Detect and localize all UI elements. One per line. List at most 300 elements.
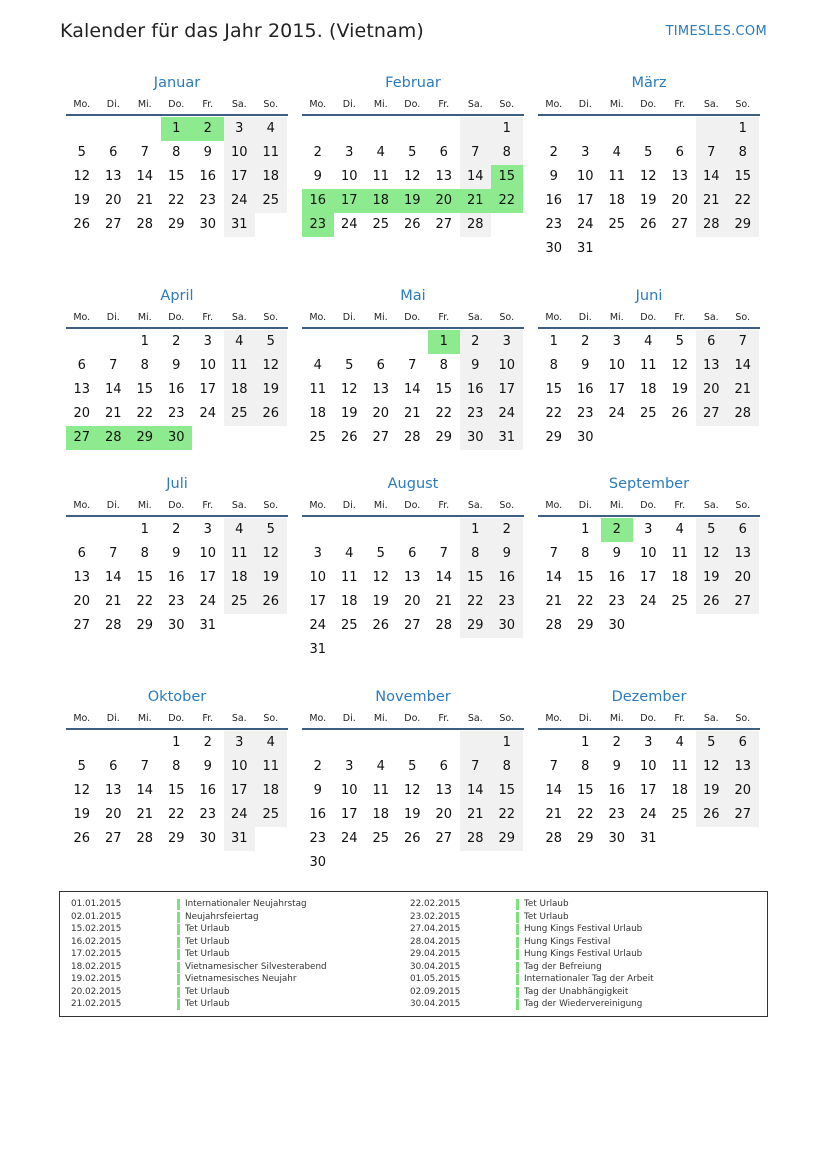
day-cell: 16 (608, 783, 626, 798)
day-cell: 6 (109, 145, 118, 160)
day-cell: 4 (675, 522, 684, 537)
day-cell: 25 (255, 803, 287, 827)
holiday-date: 29.04.2015 (410, 949, 461, 959)
weekday-label: Di. (106, 713, 120, 724)
day-cell: 4 (612, 145, 621, 160)
day-cell: 19 (340, 406, 358, 421)
day-cell: 3 (581, 145, 590, 160)
day-cell: 23 (460, 402, 492, 426)
day-cell: 24 (491, 402, 523, 426)
day-cell: 7 (140, 759, 149, 774)
day-cell: 24 (340, 217, 358, 232)
day-cell: 21 (403, 406, 421, 421)
day-cell: 2 (172, 522, 181, 537)
day-cell: 26 (255, 590, 287, 614)
day-cell: 26 (73, 831, 91, 846)
day-cell: 30 (608, 831, 626, 846)
holiday-marker (177, 987, 180, 998)
day-cell: 15 (491, 779, 523, 803)
holiday-name: Vietnamesischer Silvesterabend (185, 961, 327, 972)
day-grid (538, 731, 760, 851)
empty-cell (334, 638, 366, 662)
month-name: Oktober (147, 689, 207, 705)
day-cell: 4 (255, 117, 287, 141)
day-cell: 1 (549, 334, 558, 349)
holiday-marker (516, 924, 519, 935)
weekday-label: So. (735, 99, 751, 110)
day-cell: 23 (167, 406, 185, 421)
weekday-label: Mi. (609, 713, 624, 724)
day-cell: 13 (671, 169, 689, 184)
day-cell: 2 (460, 330, 492, 354)
weekday-label: Do. (404, 500, 421, 511)
empty-cell (601, 237, 633, 261)
day-cell: 22 (435, 406, 453, 421)
day-cell: 11 (224, 354, 256, 378)
empty-cell (664, 426, 696, 450)
day-cell: 31 (576, 241, 594, 256)
day-cell: 9 (313, 783, 322, 798)
day-grid (538, 117, 760, 261)
holiday-date: 27.04.2015 (410, 924, 461, 934)
month-7 (302, 473, 524, 662)
day-cell: 21 (136, 193, 154, 208)
day-cell: 15 (167, 169, 185, 184)
day-cell: 10 (340, 783, 358, 798)
empty-cell (397, 518, 429, 542)
day-cell: 29 (167, 831, 185, 846)
day-cell: 19 (73, 807, 91, 822)
day-cell: 16 (545, 193, 563, 208)
holiday-entry (60, 911, 327, 924)
empty-cell (428, 117, 460, 141)
day-cell: 14 (435, 570, 453, 585)
empty-cell (129, 117, 161, 141)
day-cell: 11 (372, 169, 390, 184)
empty-cell (538, 518, 570, 542)
holiday-entry (60, 923, 327, 936)
day-cell: 28 (136, 831, 154, 846)
weekday-label: Fr. (202, 99, 214, 110)
empty-cell (428, 851, 460, 875)
day-cell: 16 (608, 570, 626, 585)
weekday-label: Fr. (438, 713, 450, 724)
day-cell: 26 (255, 402, 287, 426)
empty-cell (334, 330, 366, 354)
day-cell: 23 (608, 594, 626, 609)
day-cell: 28 (104, 618, 122, 633)
day-cell: 8 (491, 141, 523, 165)
empty-cell (601, 426, 633, 450)
day-cell: 25 (671, 807, 689, 822)
day-cell: 7 (696, 141, 728, 165)
day-cell: 30 (576, 430, 594, 445)
holiday-date: 02.09.2015 (410, 986, 461, 997)
empty-cell (460, 731, 492, 755)
day-cell: 15 (545, 382, 563, 397)
holiday-date: 19.02.2015 (71, 974, 122, 984)
holiday-name: Hung Kings Festival Urlaub (524, 924, 643, 934)
day-cell: 12 (73, 169, 91, 184)
holiday-entry (399, 973, 654, 986)
day-cell: 18 (224, 566, 256, 590)
day-grid (66, 731, 288, 851)
day-cell: 3 (203, 522, 212, 537)
day-cell: 27 (73, 618, 91, 633)
weekday-label: Fr. (202, 713, 214, 724)
day-cell: 19 (255, 566, 287, 590)
day-cell: 28 (545, 618, 563, 633)
day-cell: 18 (255, 165, 287, 189)
empty-cell (365, 851, 397, 875)
day-cell: 11 (255, 755, 287, 779)
day-cell: 2 (601, 518, 633, 542)
day-cell: 26 (639, 217, 657, 232)
day-cell: 24 (309, 618, 327, 633)
weekday-label: Sa. (467, 500, 483, 511)
empty-cell (302, 731, 334, 755)
holiday-date: 28.04.2015 (410, 936, 461, 947)
day-cell: 24 (340, 831, 358, 846)
day-cell: 1 (491, 117, 523, 141)
day-cell: 13 (73, 382, 91, 397)
weekday-header (302, 708, 524, 730)
weekday-header (302, 94, 524, 116)
empty-cell (727, 237, 759, 261)
empty-cell (727, 426, 759, 450)
day-cell: 10 (309, 570, 327, 585)
day-cell: 22 (491, 189, 523, 213)
day-cell: 21 (460, 803, 492, 827)
day-cell: 4 (255, 731, 287, 755)
weekday-label: Mo. (73, 312, 91, 323)
day-cell: 29 (727, 213, 759, 237)
day-cell: 23 (309, 831, 327, 846)
day-cell: 13 (696, 354, 728, 378)
day-cell: 25 (671, 594, 689, 609)
day-cell: 5 (77, 145, 86, 160)
weekday-label: Sa. (231, 312, 247, 323)
empty-cell (255, 426, 287, 450)
weekday-label: Sa. (703, 312, 719, 323)
day-cell: 30 (309, 855, 327, 870)
day-cell: 27 (372, 430, 390, 445)
weekday-label: Mi. (609, 99, 624, 110)
day-cell: 17 (491, 378, 523, 402)
day-cell: 16 (576, 382, 594, 397)
empty-cell (365, 330, 397, 354)
day-cell: 21 (460, 189, 492, 213)
empty-cell (397, 638, 429, 662)
day-cell: 9 (203, 759, 212, 774)
day-cell: 6 (109, 759, 118, 774)
day-cell: 6 (376, 358, 385, 373)
day-cell: 3 (313, 546, 322, 561)
day-cell: 24 (224, 803, 256, 827)
day-cell: 21 (104, 406, 122, 421)
day-cell: 13 (104, 783, 122, 798)
day-cell: 29 (129, 426, 161, 450)
day-cell: 2 (581, 334, 590, 349)
holiday-column-left (60, 898, 327, 1011)
day-cell: 13 (727, 755, 759, 779)
day-cell: 11 (224, 542, 256, 566)
day-cell: 2 (192, 117, 224, 141)
weekday-label: Mo. (309, 312, 327, 323)
day-cell: 8 (140, 546, 149, 561)
holiday-marker (177, 899, 180, 910)
holiday-name: Tet Urlaub (185, 949, 230, 959)
day-cell: 24 (639, 807, 657, 822)
empty-cell (570, 117, 602, 141)
holiday-name: Tag der Befreiung (524, 961, 602, 972)
day-cell: 4 (376, 759, 385, 774)
month-0 (66, 72, 288, 237)
site-link[interactable]: TIMESLES.COM (665, 24, 767, 39)
weekday-label: Di. (106, 312, 120, 323)
holiday-marker (516, 949, 519, 960)
day-cell: 18 (224, 378, 256, 402)
empty-cell (365, 731, 397, 755)
day-cell: 4 (224, 518, 256, 542)
day-cell: 25 (639, 406, 657, 421)
day-cell: 31 (224, 827, 256, 851)
day-cell: 15 (576, 783, 594, 798)
day-cell: 9 (581, 358, 590, 373)
empty-cell (428, 518, 460, 542)
day-cell: 23 (167, 594, 185, 609)
day-cell: 20 (104, 193, 122, 208)
day-cell: 9 (491, 542, 523, 566)
holiday-date: 01.05.2015 (410, 974, 461, 984)
day-cell: 27 (727, 590, 759, 614)
day-cell: 26 (671, 406, 689, 421)
holiday-marker (516, 937, 519, 948)
day-cell: 18 (340, 594, 358, 609)
day-cell: 23 (302, 213, 334, 237)
day-cell: 26 (340, 430, 358, 445)
empty-cell (334, 117, 366, 141)
empty-cell (397, 851, 429, 875)
day-cell: 5 (675, 334, 684, 349)
month-9 (66, 686, 288, 851)
holiday-date: 02.01.2015 (71, 911, 122, 922)
day-cell: 4 (313, 358, 322, 373)
day-cell: 30 (545, 241, 563, 256)
day-cell: 8 (727, 141, 759, 165)
day-cell: 27 (671, 217, 689, 232)
day-grid (66, 330, 288, 450)
day-cell: 24 (199, 594, 217, 609)
day-cell: 24 (199, 406, 217, 421)
day-cell: 6 (439, 145, 448, 160)
holiday-marker (516, 974, 519, 985)
empty-cell (727, 614, 759, 638)
day-cell: 22 (576, 594, 594, 609)
day-cell: 3 (612, 334, 621, 349)
empty-cell (460, 638, 492, 662)
holiday-name: Tet Urlaub (524, 911, 569, 922)
day-cell: 7 (408, 358, 417, 373)
day-cell: 16 (302, 189, 334, 213)
day-cell: 17 (340, 807, 358, 822)
day-cell: 8 (140, 358, 149, 373)
empty-cell (302, 330, 334, 354)
weekday-label: Mi. (373, 99, 388, 110)
day-cell: 26 (372, 618, 390, 633)
day-cell: 22 (545, 406, 563, 421)
day-cell: 5 (345, 358, 354, 373)
day-cell: 13 (372, 382, 390, 397)
day-cell: 26 (696, 590, 728, 614)
empty-cell (224, 614, 256, 638)
empty-cell (664, 117, 696, 141)
empty-cell (633, 614, 665, 638)
day-cell: 12 (340, 382, 358, 397)
empty-cell (255, 213, 287, 237)
empty-cell (664, 237, 696, 261)
holiday-date: 18.02.2015 (71, 961, 122, 972)
day-cell: 7 (109, 546, 118, 561)
weekday-label: Sa. (231, 99, 247, 110)
day-cell: 25 (224, 590, 256, 614)
holiday-name: Tag der Wiedervereinigung (524, 999, 643, 1009)
day-cell: 27 (727, 803, 759, 827)
day-cell: 26 (403, 831, 421, 846)
day-cell: 31 (491, 426, 523, 450)
weekday-header (66, 94, 288, 116)
day-cell: 3 (644, 522, 653, 537)
month-4 (302, 285, 524, 450)
empty-cell (696, 614, 728, 638)
day-cell: 2 (491, 518, 523, 542)
day-cell: 19 (255, 378, 287, 402)
weekday-label: So. (735, 500, 751, 511)
weekday-header (66, 495, 288, 517)
day-cell: 13 (727, 542, 759, 566)
holiday-marker (516, 899, 519, 910)
weekday-header (538, 307, 760, 329)
day-cell: 1 (727, 117, 759, 141)
weekday-label: Do. (640, 713, 657, 724)
day-cell: 9 (203, 145, 212, 160)
month-8 (538, 473, 760, 638)
empty-cell (302, 518, 334, 542)
day-cell: 5 (376, 546, 385, 561)
day-cell: 30 (608, 618, 626, 633)
day-cell: 27 (696, 402, 728, 426)
day-cell: 17 (199, 570, 217, 585)
day-cell: 8 (491, 755, 523, 779)
day-cell: 27 (104, 831, 122, 846)
day-cell: 12 (255, 354, 287, 378)
day-cell: 10 (608, 358, 626, 373)
weekday-label: Do. (404, 312, 421, 323)
weekday-label: So. (263, 312, 279, 323)
day-cell: 5 (696, 731, 728, 755)
day-cell: 25 (309, 430, 327, 445)
day-cell: 30 (161, 426, 193, 450)
day-cell: 1 (428, 330, 460, 354)
day-cell: 28 (435, 618, 453, 633)
day-cell: 2 (313, 759, 322, 774)
weekday-label: Fr. (202, 312, 214, 323)
weekday-label: Mo. (309, 713, 327, 724)
month-name: August (387, 476, 439, 492)
day-cell: 18 (671, 783, 689, 798)
month-name: Februar (385, 75, 441, 91)
empty-cell (334, 731, 366, 755)
day-cell: 29 (576, 618, 594, 633)
empty-cell (66, 731, 98, 755)
day-cell: 15 (435, 382, 453, 397)
day-cell: 2 (203, 735, 212, 750)
weekday-label: So. (499, 713, 515, 724)
weekday-label: So. (263, 99, 279, 110)
day-cell: 2 (549, 145, 558, 160)
day-cell: 19 (403, 807, 421, 822)
day-cell: 8 (549, 358, 558, 373)
day-cell: 1 (581, 735, 590, 750)
holiday-entry (60, 936, 327, 949)
day-cell: 28 (460, 213, 492, 237)
day-cell: 13 (73, 570, 91, 585)
day-cell: 19 (671, 382, 689, 397)
day-cell: 22 (727, 189, 759, 213)
day-cell: 19 (696, 566, 728, 590)
day-cell: 1 (161, 117, 193, 141)
day-cell: 21 (545, 594, 563, 609)
day-cell: 9 (313, 169, 322, 184)
empty-cell (302, 117, 334, 141)
day-cell: 17 (639, 570, 657, 585)
day-grid (66, 117, 288, 237)
holiday-name: Hung Kings Festival Urlaub (524, 949, 643, 959)
day-cell: 24 (224, 189, 256, 213)
day-cell: 14 (696, 165, 728, 189)
weekday-label: So. (263, 713, 279, 724)
empty-cell (428, 638, 460, 662)
day-cell: 3 (224, 731, 256, 755)
day-cell: 2 (313, 145, 322, 160)
weekday-label: Sa. (231, 500, 247, 511)
empty-cell (460, 117, 492, 141)
month-6 (66, 473, 288, 638)
weekday-label: Mo. (545, 713, 563, 724)
month-name: Dezember (611, 689, 687, 705)
holiday-name: Tag der Unabhängigkeit (524, 986, 629, 997)
empty-cell (633, 426, 665, 450)
holiday-date: 22.02.2015 (410, 899, 461, 909)
day-cell: 1 (581, 522, 590, 537)
day-cell: 17 (334, 189, 366, 213)
holiday-marker (177, 949, 180, 960)
day-cell: 20 (727, 566, 759, 590)
day-cell: 10 (576, 169, 594, 184)
day-cell: 7 (140, 145, 149, 160)
day-cell: 22 (167, 193, 185, 208)
day-cell: 17 (309, 594, 327, 609)
empty-cell (491, 638, 523, 662)
day-cell: 5 (696, 518, 728, 542)
day-cell: 8 (172, 145, 181, 160)
weekday-label: Do. (640, 99, 657, 110)
empty-cell (98, 330, 130, 354)
day-cell: 14 (727, 354, 759, 378)
month-name: März (631, 75, 667, 91)
weekday-header (538, 94, 760, 116)
day-cell: 27 (435, 831, 453, 846)
